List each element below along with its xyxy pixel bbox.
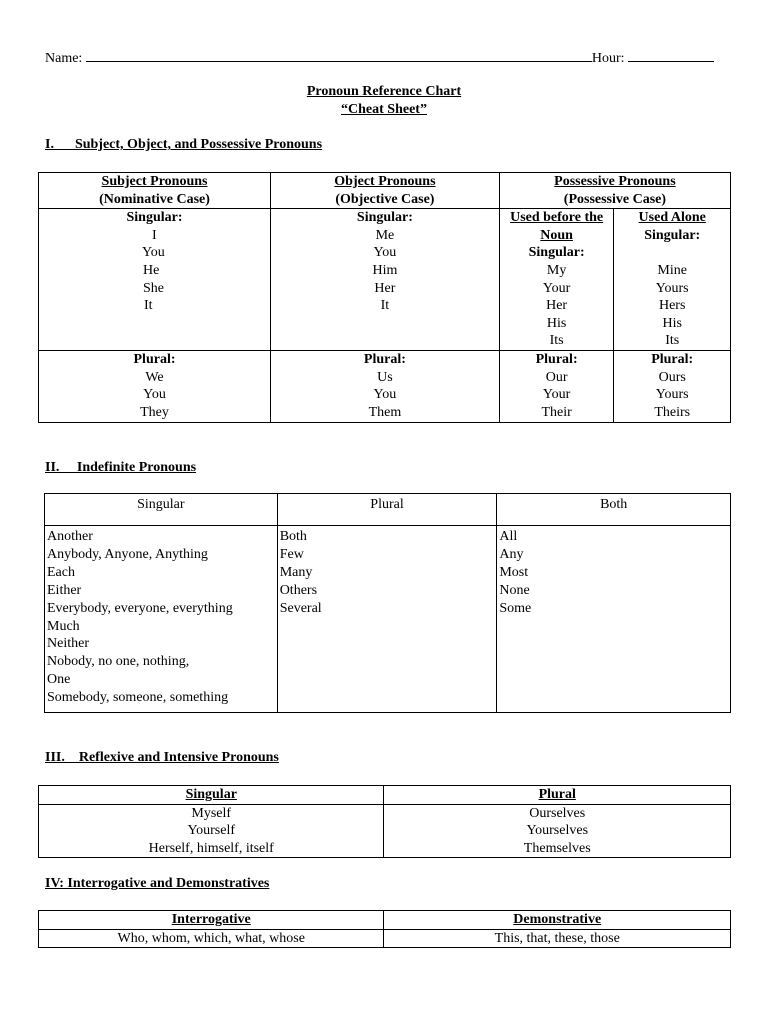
object-header: Object Pronouns (Objective Case) <box>271 173 500 209</box>
list-item: Somebody, someone, something <box>47 690 229 706</box>
list-item: Either <box>47 582 82 598</box>
list-item: Neither <box>47 636 89 652</box>
list-item: Everybody, everyone, everything <box>47 600 233 616</box>
section-4-heading: IV: Interrogative and Demonstratives <box>45 876 270 891</box>
demonstrative-header: Demonstrative <box>384 911 731 930</box>
list-item: Many <box>279 564 313 580</box>
subject-plural-cell: Plural: We You They <box>39 351 271 423</box>
section-3-heading: III. Reflexive and Intensive Pronouns <box>45 750 279 765</box>
object-singular-cell: Singular: Me You Him Her It <box>271 209 500 351</box>
list-item: Another <box>47 529 93 544</box>
possessive-before-plural-cell: Plural: Our Your Their <box>499 351 614 423</box>
interrogative-header: Interrogative <box>39 911 384 930</box>
name-field[interactable] <box>86 47 592 62</box>
list-item: One <box>47 672 71 688</box>
indefinite-plural-list <box>277 526 497 713</box>
list-item: Some <box>499 600 532 616</box>
possessive-alone-plural-cell: Plural: Ours Yours Theirs <box>614 351 731 423</box>
list-item: Nobody, no one, nothing, <box>47 654 190 670</box>
reflexive-header-singular: Singular <box>39 786 384 805</box>
indefinite-header-both: Both <box>497 494 731 526</box>
demonstrative-values: This, that, these, those <box>384 929 731 948</box>
list-item: None <box>499 582 530 598</box>
list-item: Each <box>47 564 75 580</box>
subject-header: Subject Pronouns (Nominative Case) <box>39 173 271 209</box>
indefinite-pronoun-table <box>44 493 731 713</box>
possessive-before-singular-cell: Used before the Noun Singular: My Your Her His Its <box>499 209 614 351</box>
section-2-heading: II. Indefinite Pronouns <box>45 460 197 475</box>
list-item: Several <box>279 600 322 616</box>
indefinite-both-list <box>497 526 731 713</box>
possessive-header: Possessive Pronouns (Possessive Case) <box>499 173 730 209</box>
indefinite-header-plural: Plural <box>277 494 497 526</box>
list-item: All <box>499 529 518 544</box>
list-item: Anybody, Anyone, Anything <box>47 546 208 562</box>
list-item: Few <box>279 546 304 562</box>
reflexive-pronoun-table <box>38 785 731 858</box>
object-plural-cell: Plural: Us You Them <box>271 351 500 423</box>
pronoun-case-table <box>38 172 731 423</box>
name-label: Name: <box>45 51 83 66</box>
interrogative-demonstrative-table <box>38 910 731 948</box>
list-item: Much <box>47 618 80 634</box>
indefinite-header-singular: Singular <box>45 494 278 526</box>
list-item: Both <box>279 529 307 544</box>
subject-singular-cell: Singular: I You He She It <box>39 209 271 351</box>
page-title: Pronoun Reference Chart <box>306 84 462 99</box>
interrogative-values: Who, whom, which, what, whose <box>39 929 384 948</box>
reflexive-plural-cell: Ourselves Yourselves Themselves <box>384 804 731 858</box>
list-item: Most <box>499 564 529 580</box>
list-item: Any <box>499 546 524 562</box>
hour-field[interactable] <box>628 47 714 62</box>
indefinite-singular-list <box>45 526 278 713</box>
reflexive-header-plural: Plural <box>384 786 731 805</box>
hour-label: Hour: <box>591 51 625 66</box>
page-subtitle: “Cheat Sheet” <box>341 102 427 117</box>
name-hour-line <box>45 47 714 67</box>
reflexive-singular-cell: Myself Yourself Herself, himself, itself <box>39 804 384 858</box>
list-item: Others <box>279 582 318 598</box>
possessive-alone-singular-cell: Used Alone Singular: Mine Yours Hers His Its <box>614 209 731 351</box>
section-1-heading: I. Subject, Object, and Possessive Pronouns <box>45 137 323 152</box>
